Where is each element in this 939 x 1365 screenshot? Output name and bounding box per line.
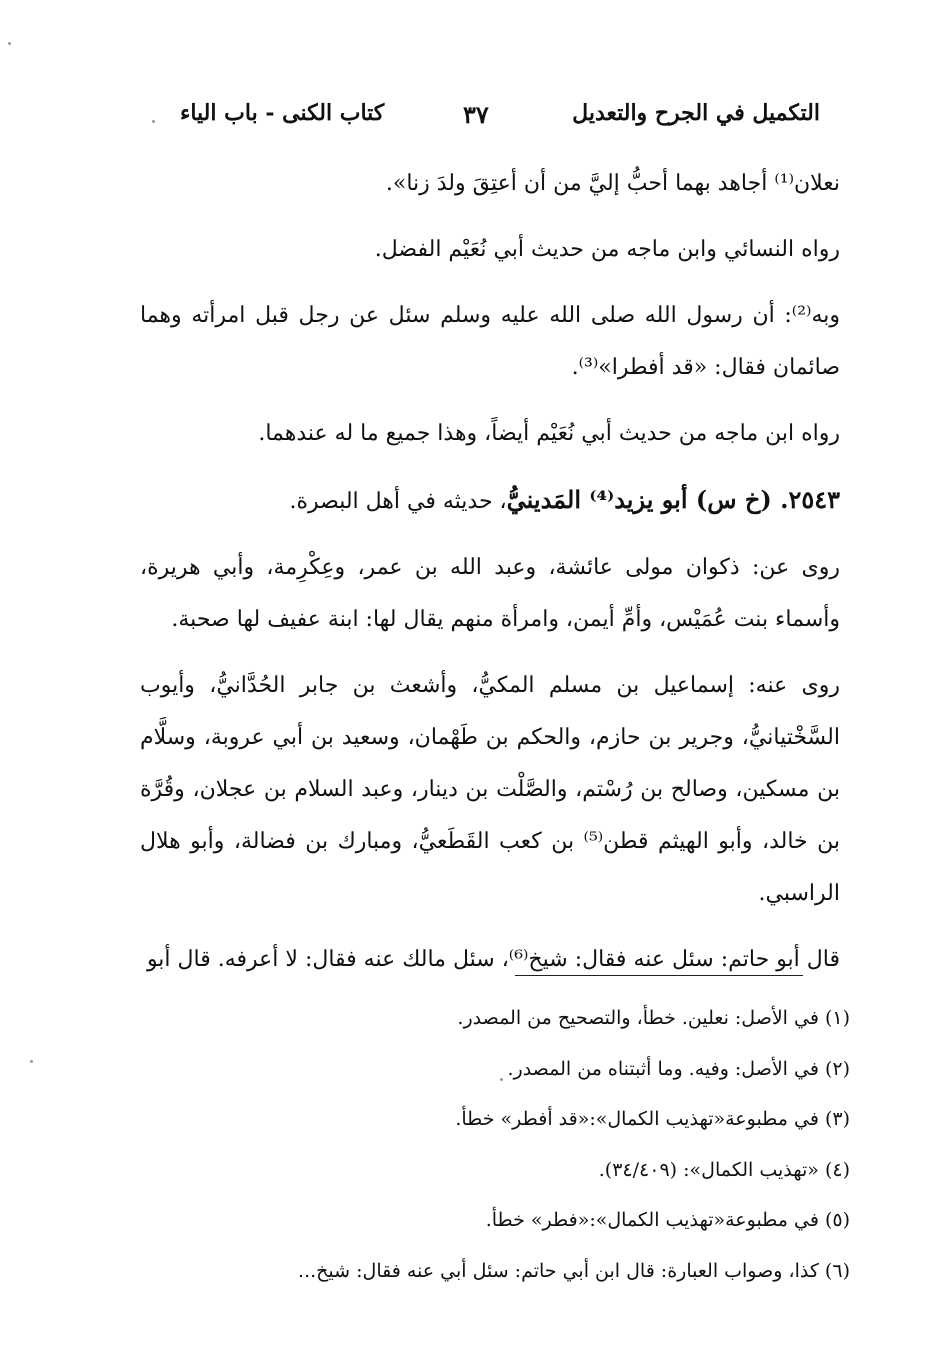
paragraph: روى عن: ذكوان مولى عائشة، وعبد الله بن عمر، وعِكْرِمة، وأبي هريرة، وأسماء بنت عُمَيْس، وأمِّ أيمن، وامرأة منهم يقال لها: ابنة عفيف لها صحبة. <box>140 555 840 632</box>
footnote: (١) في الأصل: نعلين. خطأ، والتصحيح من المصدر. <box>457 1007 850 1029</box>
footnote: (٣) في مطبوعة«تهذيب الكمال»:«قد أفطر» خطأ. <box>455 1108 850 1130</box>
header-book-title: التكميل في الجرح والتعديل <box>572 100 820 126</box>
header-page-number: ٣٧ <box>463 100 489 129</box>
scan-speck <box>30 1060 33 1063</box>
scan-speck <box>500 1078 503 1081</box>
footnote: (٤) «تهذيب الكمال»: (٣٤/٤٠٩). <box>598 1158 850 1181</box>
header-section-title: كتاب الكنى - باب الياء <box>180 100 385 126</box>
running-header <box>180 100 820 136</box>
paragraph: نعلان⁽¹⁾ أجاهد بهما أحبُّ إليَّ من أن أعتِقَ ولدَ زنا». <box>385 171 840 196</box>
paragraph: وبه⁽²⁾: أن رسول الله صلى الله عليه وسلم سئل عن رجل قبل امرأته وهما صائمان فقال: «قد أفطرا»⁽³⁾. <box>140 303 840 380</box>
scan-speck <box>8 42 11 45</box>
entry-heading-rest: ، حديثه في أهل البصرة. <box>289 489 507 514</box>
footnote: (٥) في مطبوعة«تهذيب الكمال»:«فطر» خطأ. <box>485 1209 850 1231</box>
footnote: (٦) كذا، وصواب العبارة: قال ابن أبي حاتم: سئل أبي عنه فقال: شيخ... <box>298 1259 850 1282</box>
paragraph: روى عنه: إسماعيل بن مسلم المكيُّ، وأشعث بن جابر الحُدَّانيُّ، وأيوب السَّخْتيانيُّ، وجرير بن حازم، والحكم بن طَهْمان، وسعيد بن أبي عروبة، وسلَّام بن مسكين، وصالح بن رُسْتم، والصَّلْت بن دينار، وعبد السلام بن عجلان، وقُرَّة بن خالد، وأبو الهيثم قطن⁽⁵⁾ بن كعب القَطَعيُّ، ومبارك بن فضالة، وأبو هلال الراسبي. <box>140 673 840 906</box>
main-text <box>140 158 840 1000</box>
paragraph: رواه النسائي وابن ماجه من حديث أبي نُعَيْم الفضل. <box>374 237 840 262</box>
footnote-separator <box>515 975 803 976</box>
footnotes <box>140 993 850 1296</box>
entry-heading-paragraph <box>140 474 840 528</box>
paragraph: رواه ابن ماجه من حديث أبي نُعَيْم أيضاً، وهذا جميع ما له عندهما. <box>258 421 840 446</box>
footnote: (٢) في الأصل: وفيه. وما أثبتناه من المصدر. <box>507 1057 850 1080</box>
scan-speck <box>152 120 155 123</box>
paragraph: قال أبو حاتم: سئل عنه فقال: شيخ⁽⁶⁾، سئل مالك عنه فقال: لا أعرفه. قال أبو <box>146 947 840 972</box>
entry-heading: ٢٥٤٣. (خ س) أبو يزيد⁽⁴⁾ المَدينيُّ <box>506 485 840 514</box>
